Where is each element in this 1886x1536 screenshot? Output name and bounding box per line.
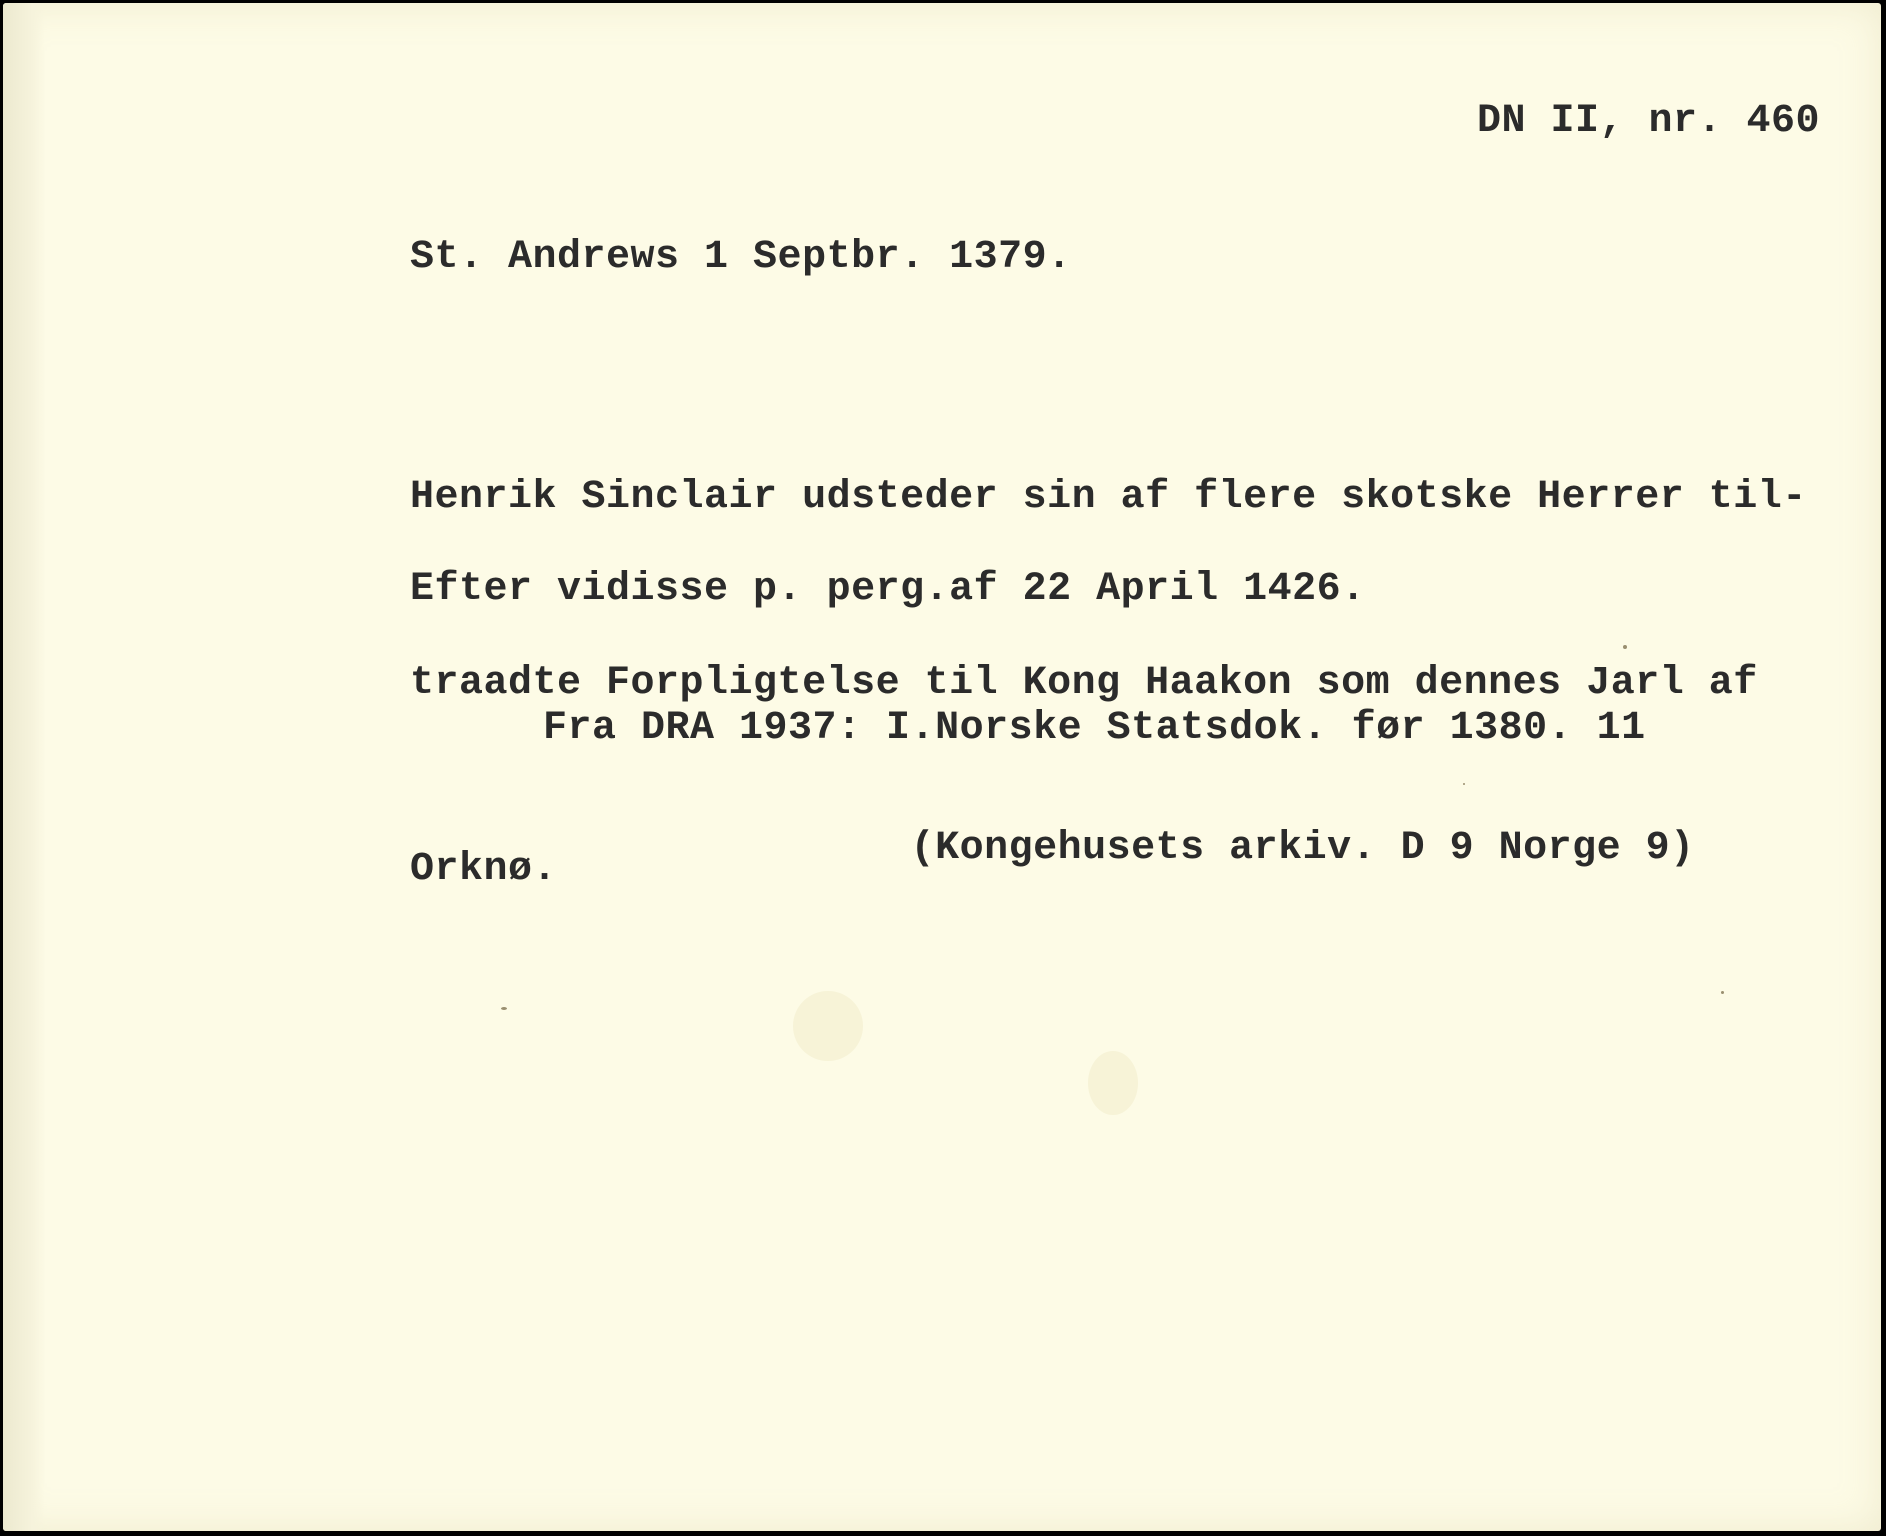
reference-number: DN II, nr. 460	[1477, 99, 1821, 144]
ink-speck	[1721, 991, 1724, 994]
summary-line: traadte Forpligtelse til Kong Haakon som dennes Jarl af	[410, 661, 1758, 706]
archive-card	[3, 3, 1881, 1531]
source-line: Efter vidisse p. perg.af 22 April 1426.	[410, 567, 1366, 612]
archive-line: Fra DRA 1937: I.Norske Statsdok. før 1380. 11	[543, 706, 1646, 751]
card-edge-shading	[3, 3, 45, 1531]
summary-line: Henrik Sinclair udsteder sin af flere skotske Herrer til-	[410, 475, 1807, 520]
ink-speck	[1463, 783, 1465, 785]
archive-reference	[543, 629, 1695, 949]
paper-stain	[793, 991, 863, 1061]
ink-speck	[501, 1007, 507, 1010]
summary-line: Orknø.	[410, 847, 558, 892]
archive-line: (Kongehusets arkiv. D 9 Norge 9)	[543, 826, 1695, 871]
ink-speck	[1623, 645, 1627, 649]
date-line: St. Andrews 1 Septbr. 1379.	[410, 235, 1072, 280]
paper-stain	[1088, 1051, 1138, 1115]
